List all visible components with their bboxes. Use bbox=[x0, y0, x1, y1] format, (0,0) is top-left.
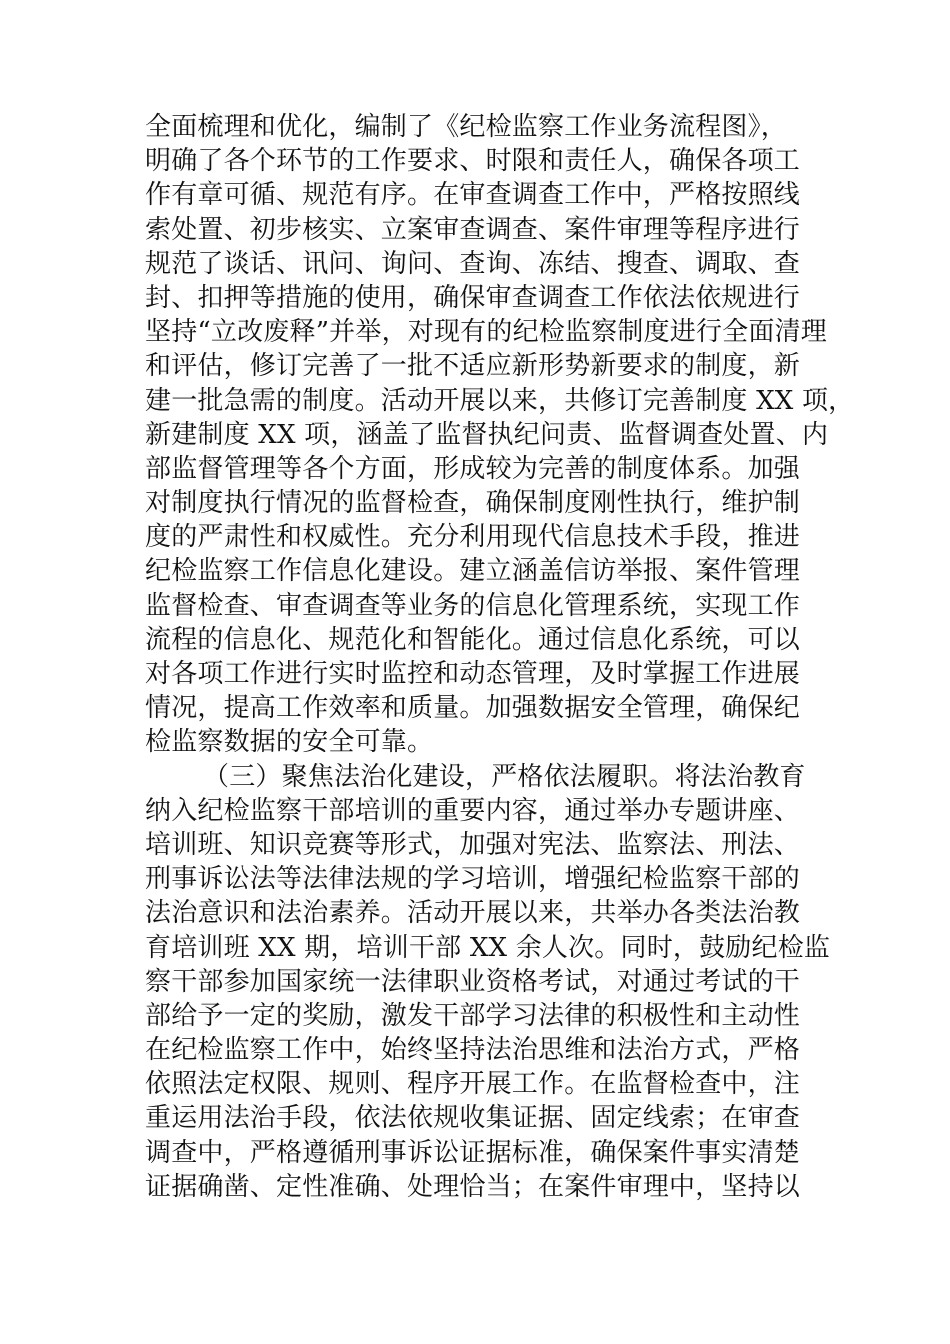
text-line: 索处置、初步核实、立案审查调查、案件审理等程序进行 bbox=[145, 214, 801, 245]
text-line: 全面梳理和优化，编制了《纪检监察工作业务流程图》， bbox=[145, 112, 788, 142]
text-line: 察干部参加国家统一法律职业资格考试，对通过考试的干 bbox=[145, 966, 801, 997]
text-line: 坚持“立改废释”并举，对现有的纪检监察制度进行全面清理 bbox=[145, 317, 827, 348]
text-line: 封、扣押等措施的使用，确保审查调查工作依法依规进行 bbox=[145, 282, 801, 313]
text-line: 依照法定权限、规则、程序开展工作。在监督检查中，注 bbox=[145, 1069, 801, 1100]
text-line: 作有章可循、规范有序。在审查调查工作中，严格按照线 bbox=[145, 180, 801, 211]
text-line: 调查中，严格遵循刑事诉讼证据标准，确保案件事实清楚 bbox=[145, 1137, 801, 1168]
text-line: 建一批急需的制度。活动开展以来，共修订完善制度 XX 项， bbox=[145, 385, 855, 416]
text-line: （三）聚焦法治化建设，严格依法履职。将法治教育 bbox=[203, 761, 806, 792]
text-line: 检监察数据的安全可靠。 bbox=[145, 727, 434, 758]
text-line: 部给予一定的奖励，激发干部学习法律的积极性和主动性 bbox=[145, 1000, 801, 1031]
text-line: 刑事诉讼法等法律法规的学习培训，增强纪检监察干部的 bbox=[145, 864, 801, 895]
text-line: 纳入纪检监察干部培训的重要内容，通过举办专题讲座、 bbox=[145, 795, 801, 826]
text-line: 监督检查、审查调查等业务的信息化管理系统，实现工作 bbox=[145, 590, 801, 621]
text-line: 明确了各个环节的工作要求、时限和责任人，确保各项工 bbox=[145, 146, 801, 177]
body-text bbox=[145, 110, 855, 1204]
text-line: 流程的信息化、规范化和智能化。通过信息化系统，可以 bbox=[145, 624, 801, 655]
text-line: 对制度执行情况的监督检查，确保制度刚性执行，维护制 bbox=[145, 488, 801, 519]
text-line: 规范了谈话、讯问、询问、查询、冻结、搜查、调取、查 bbox=[145, 248, 801, 279]
text-line: 在纪检监察工作中，始终坚持法治思维和法治方式，严格 bbox=[145, 1035, 801, 1066]
text-line: 培训班、知识竞赛等形式，加强对宪法、监察法、刑法、 bbox=[145, 829, 801, 860]
text-line: 纪检监察工作信息化建设。建立涵盖信访举报、案件管理 bbox=[145, 556, 801, 587]
text-line: 和评估，修订完善了一批不适应新形势新要求的制度，新 bbox=[145, 351, 801, 382]
text-line: 育培训班 XX 期，培训干部 XX 余人次。同时，鼓励纪检监 bbox=[145, 932, 831, 963]
text-line: 新建制度 XX 项，涵盖了监督执纪问责、监督调查处置、内 bbox=[145, 419, 829, 450]
text-line: 法治意识和法治素养。活动开展以来，共举办各类法治教 bbox=[145, 898, 801, 929]
text-line: 部监督管理等各个方面，形成较为完善的制度体系。加强 bbox=[145, 453, 801, 484]
text-line: 情况，提高工作效率和质量。加强数据安全管理，确保纪 bbox=[145, 693, 801, 724]
text-line: 对各项工作进行实时监控和动态管理，及时掌握工作进展 bbox=[145, 659, 801, 689]
text-line: 证据确凿、定性准确、处理恰当；在案件审理中，坚持以 bbox=[145, 1171, 801, 1202]
text-line: 度的严肃性和权威性。充分利用现代信息技术手段，推进 bbox=[145, 522, 801, 553]
text-line: 重运用法治手段，依法依规收集证据、固定线索；在审查 bbox=[145, 1103, 801, 1134]
